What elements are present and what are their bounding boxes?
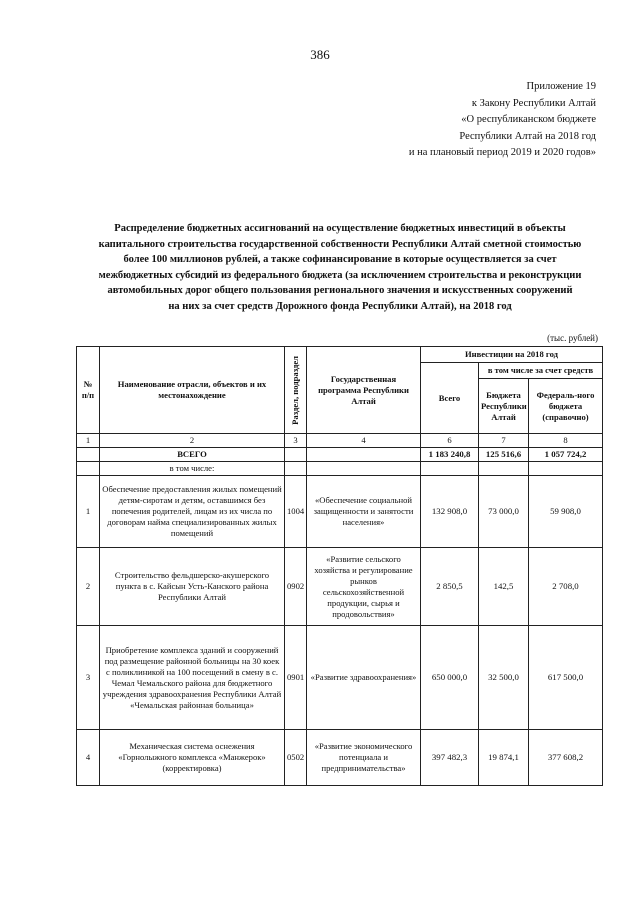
row-section: 1004: [285, 476, 307, 548]
row-num: 1: [77, 476, 100, 548]
total-republic: 125 516,6: [479, 448, 529, 462]
header-including-text: в том числе за счет средств: [487, 364, 594, 375]
header-num: № п/п: [77, 347, 100, 434]
row-section: 0901: [285, 626, 307, 730]
page-number: 386: [310, 47, 330, 62]
header-republic: Бюджета Республики Алтай: [479, 379, 529, 434]
row-num: 4: [77, 730, 100, 786]
title-line: на них за счет средств Дорожного фонда Республики Алтай), на 2018 год: [168, 300, 512, 312]
title-line: более 100 миллионов рублей, а также софинансирование в которые осуществляется за счет: [123, 254, 557, 265]
title-line: автомобильных дорог общего пользования регионального значения и искусственных сооружений: [107, 285, 573, 296]
col-number: 8: [529, 434, 603, 448]
row-program: «Развитие сельского хозяйства и регулирование рынков сельскохозяйственной продукции, сырья и продовольствия»: [307, 548, 421, 626]
appendix-line: «О республиканском бюджете: [461, 114, 596, 125]
table-row: [77, 548, 603, 626]
col-number: 1: [77, 434, 100, 448]
title-line: Распределение бюджетных ассигнований на осуществление бюджетных инвестиций в объекты: [114, 223, 566, 234]
empty-cell: [479, 462, 529, 476]
table-row: [77, 626, 603, 730]
header-investments: Инвестиции на 2018 год: [421, 347, 603, 363]
row-name: Механическая система оснежения «Горнолыжного комплекса «Манжерок» (корректировка): [100, 730, 285, 786]
header-federal: Федераль-ного бюджета (справочно): [529, 379, 603, 434]
row-name: Обеспечение предоставления жилых помещений детям-сиротам и детям, оставшимся без попечения родителей, лицам из их числа по договорам найма специализированных жилых помещений: [100, 476, 285, 548]
table-row: [77, 476, 603, 548]
empty-cell: [421, 462, 479, 476]
header-name: Наименование отрасли, объектов и их местонахождение: [100, 347, 285, 434]
title-line: капитального строительства государственной собственности Республики Алтай сметной стоимостью: [98, 238, 582, 250]
empty-cell: [529, 462, 603, 476]
row-republic: 73 000,0: [479, 476, 529, 548]
total-row: [77, 448, 603, 462]
empty-cell: [307, 448, 421, 462]
document-title: [60, 221, 620, 314]
col-number: 4: [307, 434, 421, 448]
row-program: «Обеспечение социальной защищенности и занятости населения»: [307, 476, 421, 548]
col-number: 2: [100, 434, 285, 448]
row-federal: 2 708,0: [529, 548, 603, 626]
row-section: 0502: [285, 730, 307, 786]
empty-cell: [285, 448, 307, 462]
row-total: 650 000,0: [421, 626, 479, 730]
appendix-line: Приложение 19: [526, 81, 596, 92]
header-section-text: Раздел, подраздел: [290, 355, 300, 425]
row-num: 2: [77, 548, 100, 626]
appendix-line: Республики Алтай на 2018 год: [459, 130, 596, 142]
total-federal: 1 057 724,2: [529, 448, 603, 462]
row-total: 397 482,3: [421, 730, 479, 786]
header-total: Всего: [421, 363, 479, 434]
row-republic: 142,5: [479, 548, 529, 626]
row-program: «Развитие здравоохранения»: [307, 626, 421, 730]
row-program: «Развитие экономического потенциала и предпринимательства»: [307, 730, 421, 786]
row-federal: 59 908,0: [529, 476, 603, 548]
row-section: 0902: [285, 548, 307, 626]
row-num: 3: [77, 626, 100, 730]
row-republic: 32 500,0: [479, 626, 529, 730]
row-republic: 19 874,1: [479, 730, 529, 786]
total-sum: 1 183 240,8: [421, 448, 479, 462]
row-total: 132 908,0: [421, 476, 479, 548]
empty-cell: [77, 448, 100, 462]
investments-table: [76, 346, 603, 786]
row-federal: 617 500,0: [529, 626, 603, 730]
table-row: [77, 730, 603, 786]
empty-cell: [307, 462, 421, 476]
row-federal: 377 608,2: [529, 730, 603, 786]
including-row: [77, 462, 603, 476]
header-including: [479, 363, 603, 379]
row-total: 2 850,5: [421, 548, 479, 626]
header-program: Государственная программа Республики Алтай: [307, 347, 421, 434]
empty-cell: [285, 462, 307, 476]
total-label: ВСЕГО: [100, 448, 285, 462]
col-number: 6: [421, 434, 479, 448]
row-name: Строительство фельдшерско-акушерского пункта в с. Кайсын Усть-Канского района Республики Алтай: [100, 548, 285, 626]
appendix-line: и на плановый период 2019 и 2020 годов»: [408, 147, 596, 158]
title-line: межбюджетных субсидий из федерального бюджета (за исключением строительства и реконструкции: [98, 269, 582, 281]
including-label: в том числе:: [100, 462, 285, 476]
units-label: (тыс. рублей): [547, 333, 598, 343]
appendix-block: [409, 79, 596, 162]
col-number: 7: [479, 434, 529, 448]
appendix-line: к Закону Республики Алтай: [471, 97, 596, 109]
header-section: [285, 347, 307, 434]
row-name: Приобретение комплекса зданий и сооружений под размещение районной больницы на 30 коек с поликлиникой на 100 посещений в смену в с. Чемал Чемальского района для бюджетного учреждения здравоохранения Республики Алтай «Чемальская районная больница»: [100, 626, 285, 730]
col-number: 3: [285, 434, 307, 448]
empty-cell: [77, 462, 100, 476]
